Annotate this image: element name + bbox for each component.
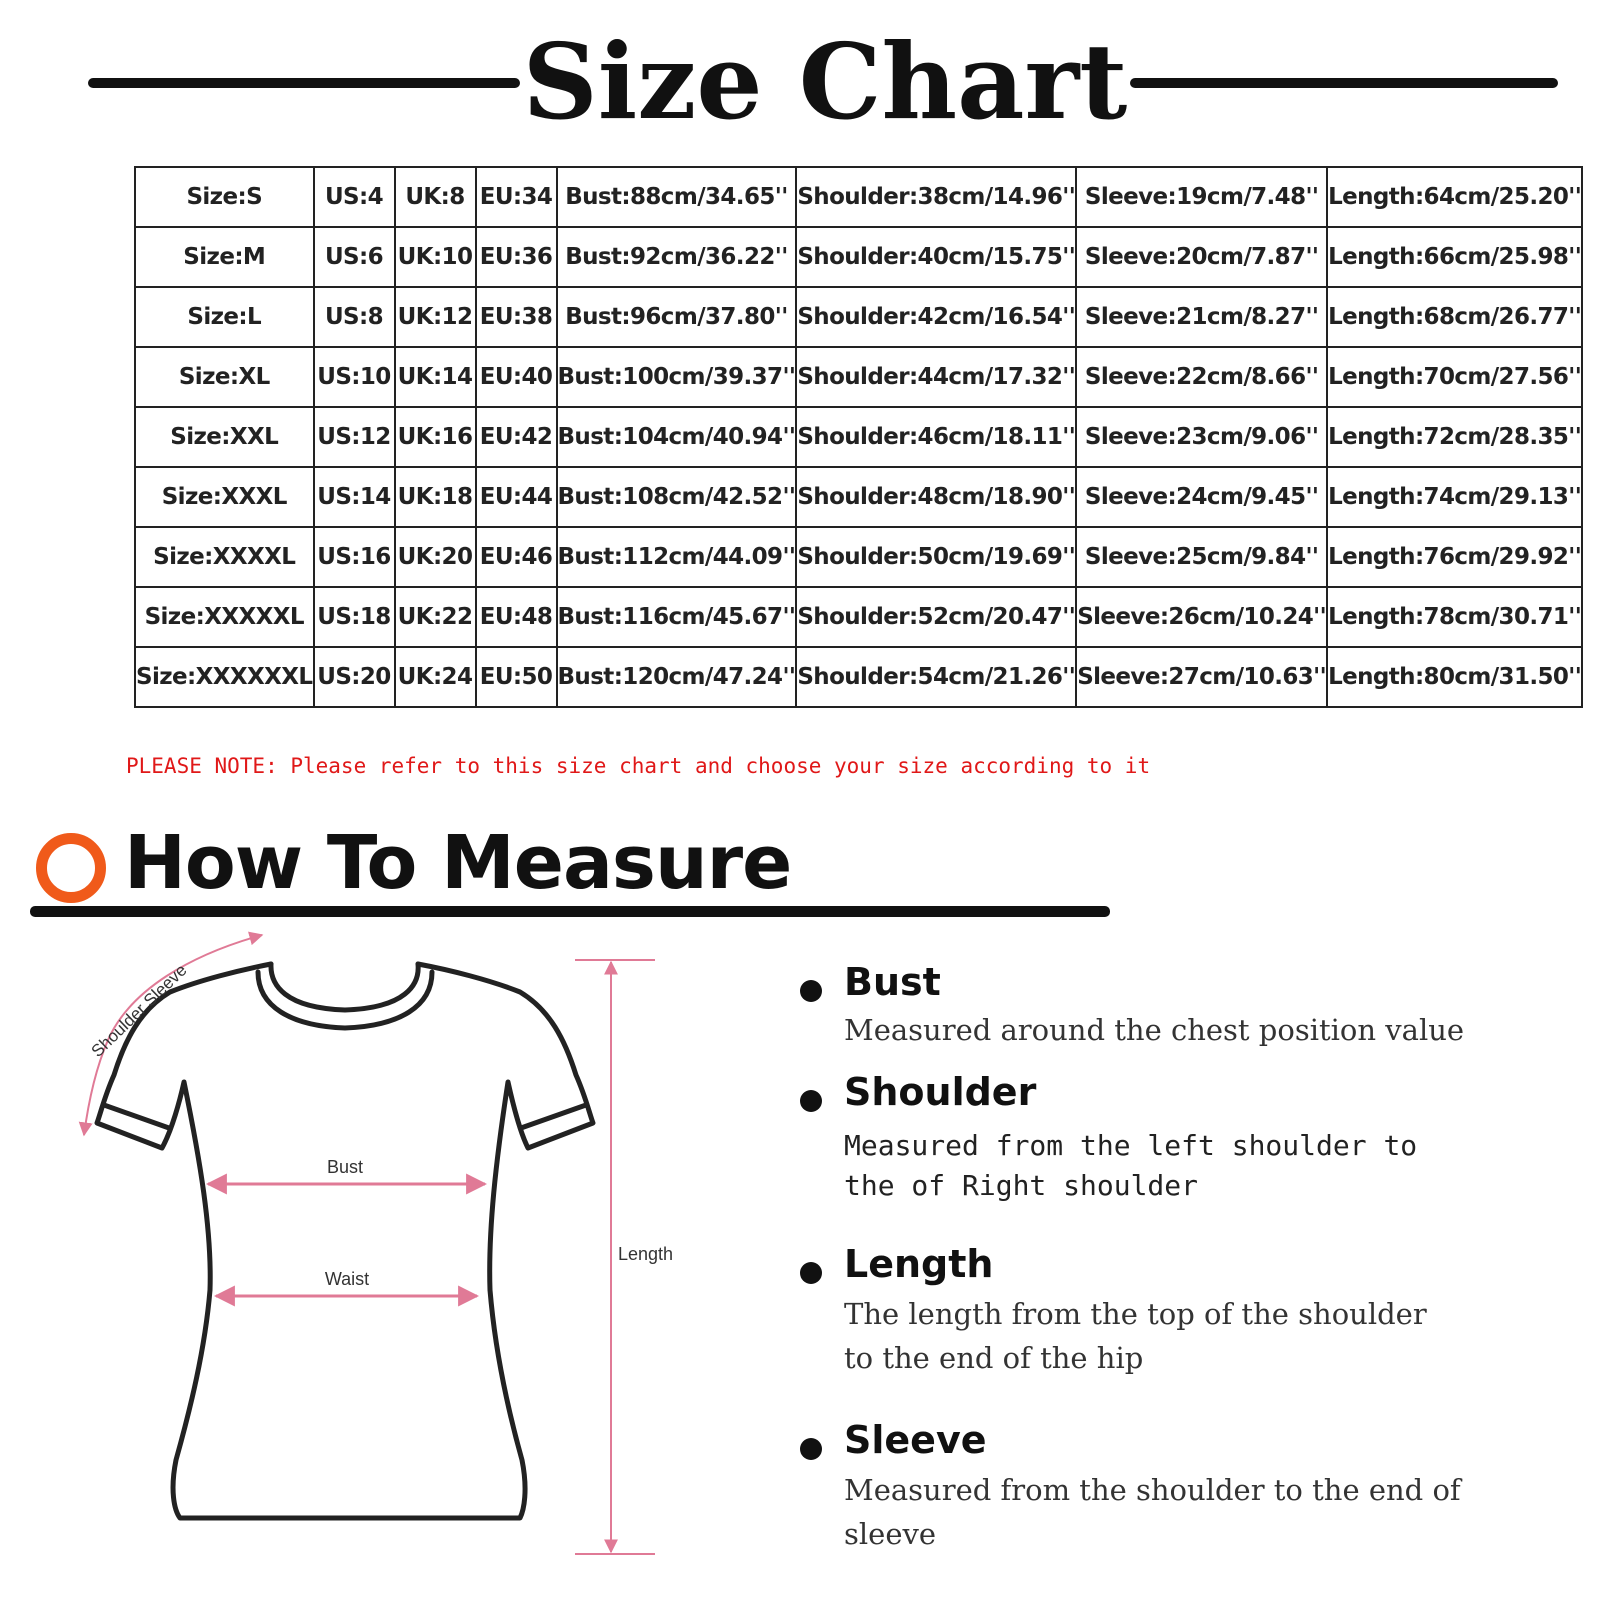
table-cell: Sleeve:25cm/9.84'' xyxy=(1076,527,1327,587)
table-cell: UK:10 xyxy=(395,227,476,287)
table-cell: Length:64cm/25.20'' xyxy=(1327,167,1582,227)
table-cell: US:12 xyxy=(314,407,395,467)
table-cell: Shoulder:40cm/15.75'' xyxy=(796,227,1076,287)
table-cell: Size:XL xyxy=(135,347,314,407)
bullet-dot-icon xyxy=(800,1090,822,1112)
shoulder-sleeve-label: Shoulder Sleeve xyxy=(87,960,191,1061)
table-cell: US:4 xyxy=(314,167,395,227)
table-cell: EU:38 xyxy=(476,287,557,347)
table-cell: Bust:104cm/40.94'' xyxy=(557,407,797,467)
table-cell: Sleeve:26cm/10.24'' xyxy=(1076,587,1327,647)
table-cell: Size:M xyxy=(135,227,314,287)
table-row xyxy=(135,347,1582,407)
bullet-dot-icon xyxy=(800,980,822,1002)
table-cell: UK:14 xyxy=(395,347,476,407)
term-name: Shoulder xyxy=(844,1070,1037,1114)
table-cell: US:16 xyxy=(314,527,395,587)
table-row xyxy=(135,587,1582,647)
table-row xyxy=(135,227,1582,287)
table-cell: Sleeve:27cm/10.63'' xyxy=(1076,647,1327,707)
table-cell: EU:40 xyxy=(476,347,557,407)
table-cell: EU:50 xyxy=(476,647,557,707)
table-cell: EU:48 xyxy=(476,587,557,647)
table-cell: UK:20 xyxy=(395,527,476,587)
table-cell: Sleeve:22cm/8.66'' xyxy=(1076,347,1327,407)
table-cell: Length:80cm/31.50'' xyxy=(1327,647,1582,707)
table-cell: Size:XXXXXXL xyxy=(135,647,314,707)
table-cell: US:8 xyxy=(314,287,395,347)
tshirt-outline-icon xyxy=(97,964,593,1518)
table-cell: Bust:100cm/39.37'' xyxy=(557,347,797,407)
table-cell: Bust:96cm/37.80'' xyxy=(557,287,797,347)
table-cell: Size:L xyxy=(135,287,314,347)
table-row xyxy=(135,287,1582,347)
table-cell: Bust:92cm/36.22'' xyxy=(557,227,797,287)
table-cell: Sleeve:23cm/9.06'' xyxy=(1076,407,1327,467)
table-cell: EU:42 xyxy=(476,407,557,467)
table-cell: Length:70cm/27.56'' xyxy=(1327,347,1582,407)
table-cell: Sleeve:21cm/8.27'' xyxy=(1076,287,1327,347)
term-sleeve xyxy=(800,1418,1520,1558)
table-cell: Shoulder:50cm/19.69'' xyxy=(796,527,1076,587)
table-cell: US:20 xyxy=(314,647,395,707)
table-cell: Size:XXL xyxy=(135,407,314,467)
table-cell: Sleeve:20cm/7.87'' xyxy=(1076,227,1327,287)
table-cell: Sleeve:19cm/7.48'' xyxy=(1076,167,1327,227)
size-table-body xyxy=(135,167,1582,707)
term-name: Length xyxy=(844,1242,994,1286)
table-cell: Length:76cm/29.92'' xyxy=(1327,527,1582,587)
size-table xyxy=(134,166,1583,708)
table-cell: Size:XXXL xyxy=(135,467,314,527)
table-cell: UK:22 xyxy=(395,587,476,647)
term-shoulder xyxy=(800,1070,1520,1200)
table-cell: EU:36 xyxy=(476,227,557,287)
term-length xyxy=(800,1242,1520,1382)
table-cell: Shoulder:54cm/21.26'' xyxy=(796,647,1076,707)
table-row xyxy=(135,407,1582,467)
table-cell: Size:XXXXXL xyxy=(135,587,314,647)
table-cell: UK:18 xyxy=(395,467,476,527)
length-label: Length xyxy=(618,1244,674,1264)
table-cell: Shoulder:46cm/18.11'' xyxy=(796,407,1076,467)
table-cell: Size:S xyxy=(135,167,314,227)
table-cell: Bust:112cm/44.09'' xyxy=(557,527,797,587)
table-cell: Length:74cm/29.13'' xyxy=(1327,467,1582,527)
term-bust xyxy=(800,960,1520,1050)
table-cell: EU:34 xyxy=(476,167,557,227)
bullet-dot-icon xyxy=(800,1438,822,1460)
title-rule-right xyxy=(1130,78,1558,88)
title-rule-left xyxy=(88,78,520,88)
bust-label: Bust xyxy=(326,1157,364,1177)
table-cell: US:18 xyxy=(314,587,395,647)
term-name: Bust xyxy=(844,960,941,1004)
waist-label: Waist xyxy=(324,1269,370,1289)
table-cell: Size:XXXXL xyxy=(135,527,314,587)
table-cell: US:10 xyxy=(314,347,395,407)
table-cell: Bust:108cm/42.52'' xyxy=(557,467,797,527)
table-cell: UK:8 xyxy=(395,167,476,227)
table-cell: Bust:88cm/34.65'' xyxy=(557,167,797,227)
table-cell: Length:68cm/26.77'' xyxy=(1327,287,1582,347)
table-cell: UK:16 xyxy=(395,407,476,467)
table-cell: UK:12 xyxy=(395,287,476,347)
ring-icon xyxy=(36,833,106,903)
table-cell: Shoulder:44cm/17.32'' xyxy=(796,347,1076,407)
term-name: Sleeve xyxy=(844,1418,987,1462)
term-description: Measured from the left shoulder to the of Right shoulder xyxy=(844,1129,1418,1202)
how-to-measure-title: How To Measure xyxy=(124,820,792,906)
table-cell: Length:66cm/25.98'' xyxy=(1327,227,1582,287)
table-cell: Length:78cm/30.71'' xyxy=(1327,587,1582,647)
table-cell: EU:46 xyxy=(476,527,557,587)
table-cell: Shoulder:38cm/14.96'' xyxy=(796,167,1076,227)
table-cell: Bust:116cm/45.67'' xyxy=(557,587,797,647)
table-cell: Shoulder:48cm/18.90'' xyxy=(796,467,1076,527)
tshirt-measure-diagram xyxy=(0,930,760,1600)
table-row xyxy=(135,527,1582,587)
table-cell: Bust:120cm/47.24'' xyxy=(557,647,797,707)
page-title: Size Chart xyxy=(522,20,1128,143)
table-cell: US:14 xyxy=(314,467,395,527)
table-row xyxy=(135,647,1582,707)
table-cell: UK:24 xyxy=(395,647,476,707)
table-cell: Shoulder:42cm/16.54'' xyxy=(796,287,1076,347)
term-description: Measured from the shoulder to the end of sleeve xyxy=(844,1473,1461,1551)
please-note: PLEASE NOTE: Please refer to this size chart and choose your size according to it xyxy=(126,754,1151,778)
bullet-dot-icon xyxy=(800,1262,822,1284)
table-cell: EU:44 xyxy=(476,467,557,527)
table-cell: Length:72cm/28.35'' xyxy=(1327,407,1582,467)
table-cell: US:6 xyxy=(314,227,395,287)
term-description: The length from the top of the shoulder to the end of the hip xyxy=(844,1297,1427,1375)
table-row xyxy=(135,467,1582,527)
table-cell: Sleeve:24cm/9.45'' xyxy=(1076,467,1327,527)
table-row xyxy=(135,167,1582,227)
how-to-measure-rule xyxy=(30,906,1110,917)
term-description: Measured around the chest position value xyxy=(844,1013,1465,1047)
table-cell: Shoulder:52cm/20.47'' xyxy=(796,587,1076,647)
